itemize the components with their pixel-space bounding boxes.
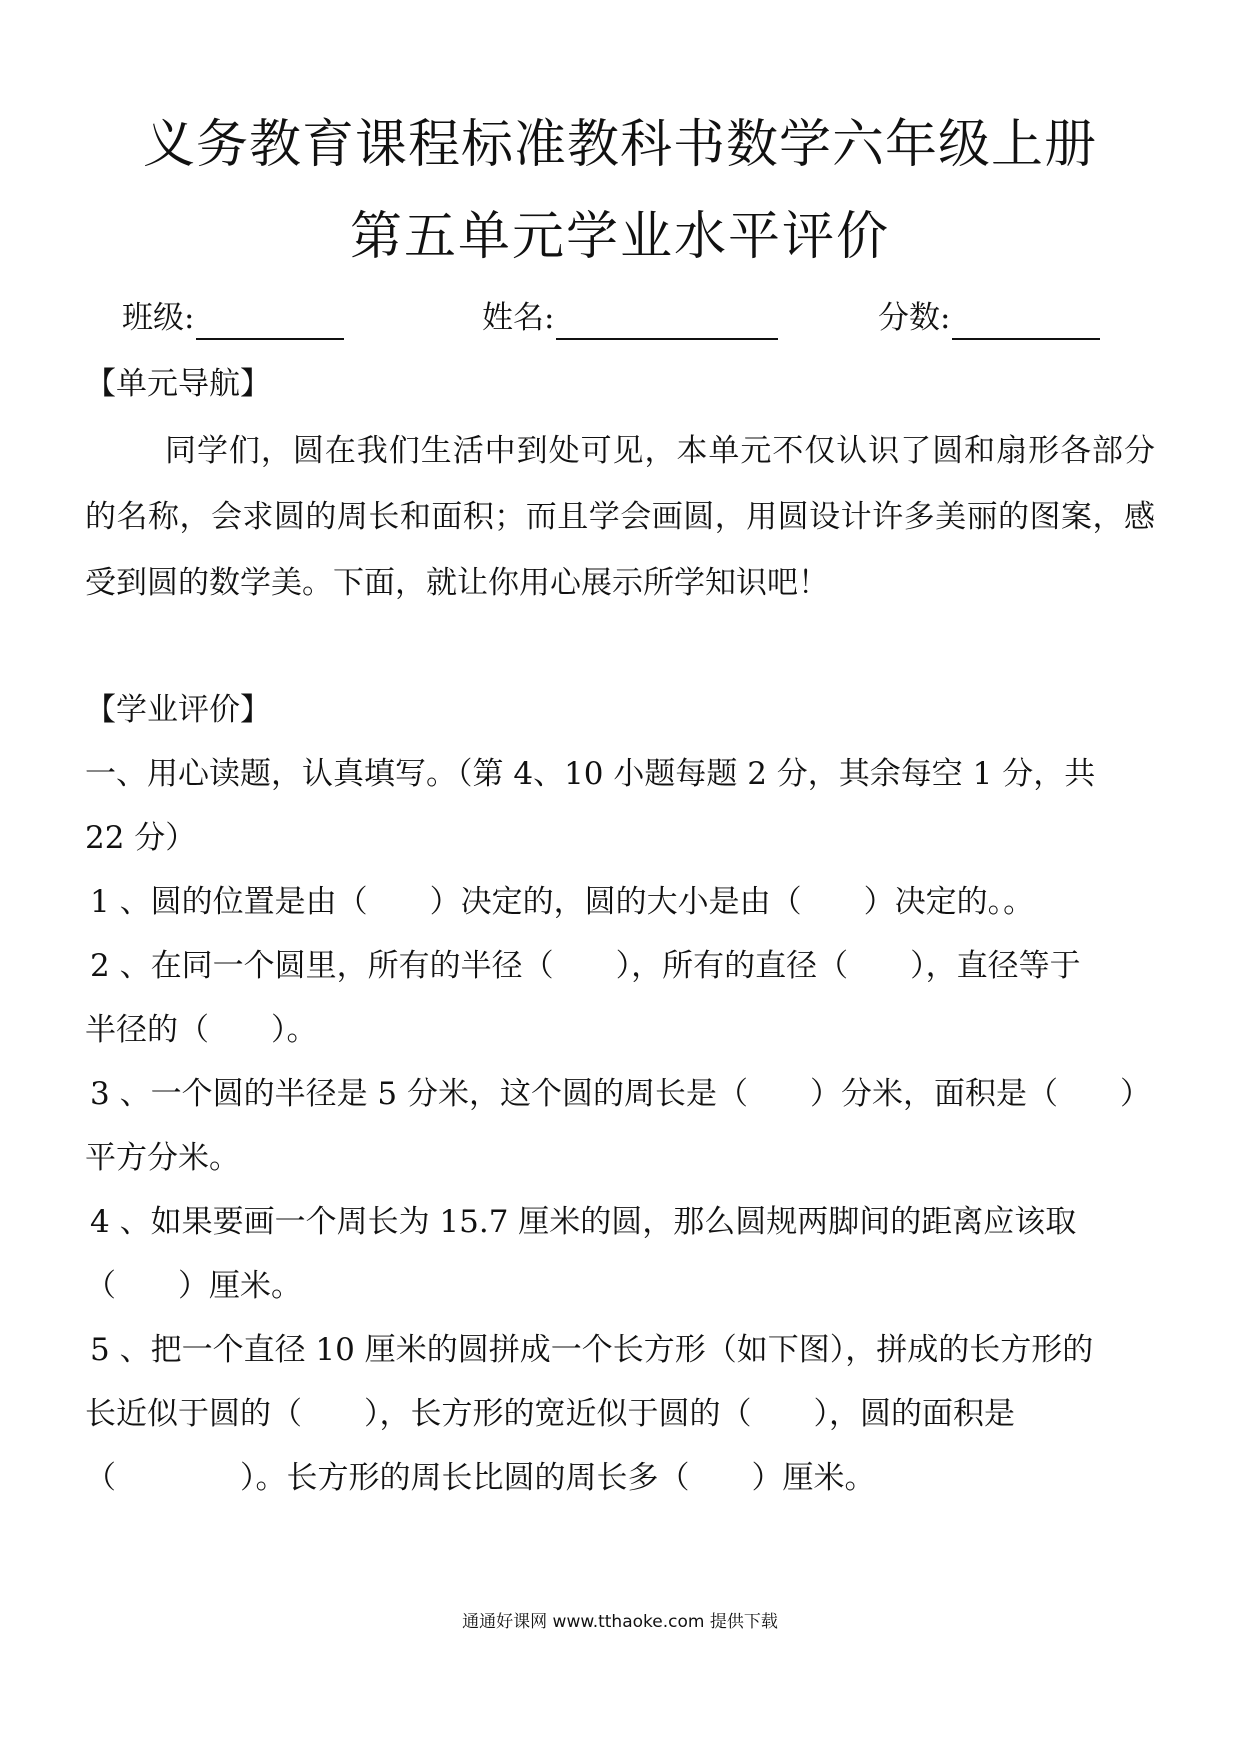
- footer-credit: 通通好课网 www.tthaoke.com 提供下载: [462, 1612, 778, 1632]
- class-label: 班级:: [122, 300, 195, 336]
- question-3-line-2: 平方分米。: [85, 1140, 240, 1176]
- page-subtitle: 第五单元学业水平评价: [349, 207, 890, 267]
- score-field: [878, 296, 1100, 340]
- question-5-line-1: 5 、把一个直径 10 厘米的圆拼成一个长方形（如下图），拼成的长方形的: [90, 1332, 1094, 1368]
- evaluation-heading: 【学业评价】: [85, 692, 271, 728]
- score-label: 分数:: [878, 300, 951, 336]
- name-blank[interactable]: [556, 304, 778, 340]
- question-5-line-3: （ ）。长方形的周长比圆的周长多（ ）厘米。: [85, 1460, 876, 1496]
- question-2-line-1: 2 、在同一个圆里，所有的半径（ ），所有的直径（ ），直径等于: [90, 948, 1081, 984]
- score-blank[interactable]: [952, 304, 1100, 340]
- question-3-line-1: 3 、一个圆的半径是 5 分米，这个圆的周长是（ ）分米，面积是（ ）: [90, 1076, 1152, 1112]
- question-4-line-2: （ ）厘米。: [85, 1268, 302, 1304]
- class-blank[interactable]: [196, 304, 344, 340]
- name-label: 姓名:: [482, 300, 555, 336]
- part1-instruction: 一、用心读题，认真填写。（第 4、10 小题每题 2 分，其余每空 1 分，共: [85, 756, 1096, 792]
- guide-heading: 【单元导航】: [85, 366, 271, 402]
- question-5-line-2: 长近似于圆的（ ），长方形的宽近似于圆的（ ），圆的面积是: [85, 1396, 1015, 1432]
- question-2-line-2: 半径的（ ）。: [85, 1012, 318, 1048]
- part1-instruction-cont: 22 分）: [85, 820, 197, 856]
- name-field: [482, 296, 778, 340]
- page-title: 义务教育课程标准教科书数学六年级上册: [142, 115, 1097, 175]
- question-4-line-1: 4 、如果要画一个周长为 15.7 厘米的圆，那么圆规两脚间的距离应该取: [90, 1204, 1077, 1240]
- student-info-row: [0, 296, 1240, 340]
- question-1-line-1: 1 、圆的位置是由（ ）决定的，圆的大小是由（ ）决定的。。: [90, 884, 1035, 920]
- class-field: [122, 296, 344, 340]
- guide-paragraph: 同学们，圆在我们生活中到处可见，本单元不仅认识了圆和扇形各部分的名称，会求圆的周长和面积；而且学会画圆，用圆设计许多美丽的图案，感受到圆的数学美。下面，就让你用心展示所学知识吧！: [85, 433, 1155, 601]
